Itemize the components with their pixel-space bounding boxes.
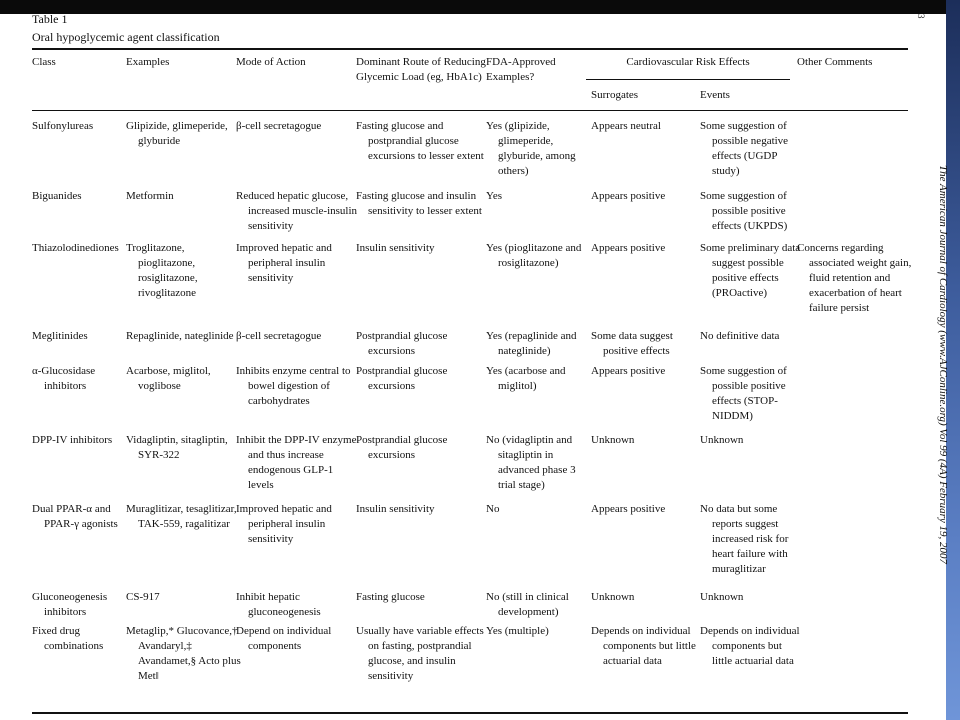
- row-surrogates: Unknown: [591, 434, 635, 446]
- row-route: Postprandial glucose excursions: [356, 330, 448, 357]
- row-route: Postprandial glucose excursions: [356, 365, 448, 392]
- row-class: Gluconeogenesis inhibitors: [32, 591, 108, 618]
- header-cv-risk: Cardiovascular Risk Effects: [626, 56, 750, 68]
- row-mode: β-cell secretagogue: [236, 120, 322, 132]
- row-events: Unknown: [700, 591, 744, 603]
- row-surrogates: Appears positive: [591, 365, 666, 377]
- row-fda: Yes (pioglitazone and rosiglitazone): [486, 242, 582, 269]
- table-bottom-rule: [32, 712, 908, 714]
- row-mode: Inhibit the DPP-IV enzyme and thus increase endogenous GLP-1 levels: [236, 434, 357, 491]
- row-fda: Yes (glipizide, glimeperide, glyburide, among others): [486, 120, 576, 177]
- row-surrogates: Unknown: [591, 591, 635, 603]
- row-route: Insulin sensitivity: [356, 242, 435, 254]
- row-route: Postprandial glucose excursions: [356, 434, 448, 461]
- row-route: Fasting glucose and postprandial glucose excursions to lesser extent: [356, 120, 484, 162]
- row-fda: Yes: [486, 190, 503, 202]
- row-class: Biguanides: [32, 190, 82, 202]
- row-events: Some suggestion of possible negative effects (UGDP study): [700, 120, 789, 177]
- row-surrogates: Appears positive: [591, 503, 666, 515]
- row-comments: Concerns regarding associated weight gain, fluid retention and exacerbation of heart failure persist: [797, 242, 912, 314]
- row-events: Some preliminary data suggest possible positive effects (PROactive): [700, 242, 801, 299]
- table-title: Oral hypoglycemic agent classification: [32, 30, 220, 44]
- row-surrogates: Appears positive: [591, 190, 666, 202]
- row-mode: Inhibit hepatic gluconeogenesis: [236, 591, 321, 618]
- row-events: Some suggestion of possible positive effects (STOP-NIDDM): [700, 365, 787, 422]
- header-other-comments: Other Comments: [797, 56, 873, 68]
- row-surrogates: Depends on individual components but little actuarial data: [591, 625, 696, 667]
- row-fda: No: [486, 503, 500, 515]
- row-mode: Improved hepatic and peripheral insulin sensitivity: [236, 503, 332, 545]
- row-class: Dual PPAR-α and PPAR-γ agonists: [32, 503, 118, 530]
- top-black-bar: [0, 0, 960, 14]
- row-events: No definitive data: [700, 330, 780, 342]
- row-events: Depends on individual components but little actuarial data: [700, 625, 800, 667]
- row-mode: Depend on individual components: [236, 625, 332, 652]
- row-fda: No (vidagliptin and sitagliptin in advanced phase 3 trial stage): [486, 434, 576, 491]
- row-fda: Yes (multiple): [486, 625, 549, 637]
- row-route: Fasting glucose and insulin sensitivity to lesser extent: [356, 190, 482, 217]
- row-fda: Yes (repaglinide and nateglinide): [486, 330, 577, 357]
- row-mode: Improved hepatic and peripheral insulin sensitivity: [236, 242, 332, 284]
- header-examples: Examples: [126, 56, 170, 68]
- header-surrogates: Surrogates: [591, 89, 639, 101]
- row-class: Meglitinides: [32, 330, 88, 342]
- header-fda: FDA-Approved Examples?: [486, 56, 556, 83]
- header-class: Class: [32, 56, 56, 68]
- header-bottom-rule: [32, 110, 908, 111]
- row-surrogates: Some data suggest positive effects: [591, 330, 673, 357]
- row-class: α-Glucosidase inhibitors: [32, 365, 96, 392]
- page-number: 3: [916, 14, 926, 19]
- header-route: Dominant Route of Reducing Glycemic Load (eg, HbA1c): [356, 56, 486, 83]
- row-examples: Troglitazone, pioglitazone, rosiglitazone, rivoglitazone: [126, 242, 198, 299]
- row-events: Some suggestion of possible positive effects (UKPDS): [700, 190, 788, 232]
- row-examples: Metformin: [126, 190, 174, 202]
- row-examples: Metaglip,* Glucovance,† Avandaryl,‡ Avandamet,§ Acto plus Met‖: [126, 625, 241, 682]
- cv-subheader-rule: [586, 79, 790, 80]
- table-label: Table 1: [32, 12, 68, 26]
- row-examples: Vidagliptin, sitagliptin, SYR-322: [126, 434, 228, 461]
- row-mode: Reduced hepatic glucose, increased muscle-insulin sensitivity: [236, 190, 358, 232]
- row-examples: Muraglitizar, tesaglitizar, TAK-559, ragalitizar: [126, 503, 237, 530]
- row-mode: Inhibits enzyme central to bowel digestion of carbohydrates: [236, 365, 351, 407]
- row-surrogates: Appears positive: [591, 242, 666, 254]
- row-class: Fixed drug combinations: [32, 625, 104, 652]
- row-class: Thiazolodinediones: [32, 242, 119, 254]
- row-route: Insulin sensitivity: [356, 503, 435, 515]
- row-examples: Repaglinide, nateglinide: [126, 330, 234, 342]
- row-examples: Glipizide, glimeperide, glyburide: [126, 120, 228, 147]
- journal-footer: The American Journal of Cardiology (www.AJConline.org) Vol 99 (4A) February 19, 2007: [937, 165, 949, 565]
- row-class: Sulfonylureas: [32, 120, 94, 132]
- header-events: Events: [700, 89, 730, 101]
- table-top-rule: [32, 48, 908, 50]
- row-class: DPP-IV inhibitors: [32, 434, 113, 446]
- row-examples: Acarbose, miglitol, voglibose: [126, 365, 211, 392]
- row-fda: Yes (acarbose and miglitol): [486, 365, 566, 392]
- row-examples: CS-917: [126, 591, 160, 603]
- header-mode: Mode of Action: [236, 56, 306, 68]
- row-mode: β-cell secretagogue: [236, 330, 322, 342]
- row-route: Usually have variable effects on fasting, postprandial glucose, and insulin sensitivity: [356, 625, 484, 682]
- row-surrogates: Appears neutral: [591, 120, 661, 132]
- row-route: Fasting glucose: [356, 591, 425, 603]
- row-events: No data but some reports suggest increased risk for heart failure with muraglitizar: [700, 503, 789, 575]
- row-fda: No (still in clinical development): [486, 591, 569, 618]
- row-events: Unknown: [700, 434, 744, 446]
